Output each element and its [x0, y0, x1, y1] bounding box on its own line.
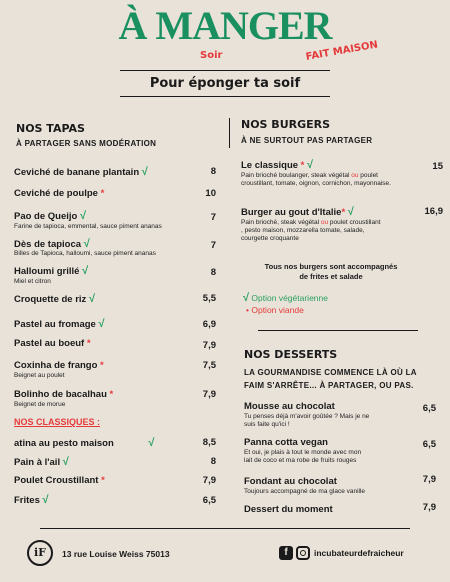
burger-item: Burger au gout d'Italie* √	[241, 206, 354, 218]
tapas-price: 7,5	[202, 360, 216, 371]
classic-price: 7,9	[202, 475, 216, 486]
facebook-icon[interactable]: f	[279, 546, 293, 560]
burger-note: Tous nos burgers sont accompagnés de frites et salade	[264, 262, 398, 281]
meat-icon: *	[86, 338, 91, 349]
classic-price: 8	[210, 456, 216, 467]
dessert-description: Tu penses déjà m'avoir goûtée ? Mais je ne suis faite qu'ici !	[244, 413, 370, 428]
meat-icon: *	[341, 207, 346, 218]
vegetarian-icon: √	[98, 318, 105, 330]
legend-vegetarian: √ Option végétarienne	[243, 292, 328, 304]
dessert-item: Mousse au chocolat	[244, 401, 335, 412]
classic-item: Pain à l'ail √	[14, 456, 69, 468]
classic-price: 8,5	[202, 437, 216, 448]
tapas-item: Pao de Queijo √	[14, 210, 87, 222]
header-divider-top	[120, 70, 330, 71]
tapas-description: Billes de Tapioca, halloumi, sauce piment ananas	[14, 250, 156, 257]
classic-item: Poulet Croustillant *	[14, 475, 105, 486]
tapas-heading: NOS TAPAS	[16, 122, 85, 135]
soir-label: Soir	[200, 50, 223, 61]
tapas-item: Croquette de riz √	[14, 293, 95, 305]
menu-subtitle: Pour éponger ta soif	[149, 76, 301, 91]
tapas-item: Halloumi grillé √	[14, 265, 89, 277]
dessert-item: Fondant au chocolat	[244, 476, 337, 487]
tapas-price: 8	[210, 166, 216, 177]
tapas-item: Bolinho de bacalhau *	[14, 389, 114, 400]
tapas-item: Ceviché de poulpe *	[14, 188, 105, 199]
dessert-price: 7,9	[422, 474, 436, 485]
dessert-price: 7,9	[422, 502, 436, 513]
tapas-price: 10	[205, 188, 216, 199]
bullet-icon: •	[246, 305, 249, 315]
meat-icon: *	[100, 188, 105, 199]
dessert-price: 6,5	[422, 439, 436, 450]
vegetarian-icon: √	[307, 159, 314, 171]
burgers-subheading: À NE SURTOUT PAS PARTAGER	[241, 136, 373, 145]
vegetarian-icon: √	[83, 238, 90, 250]
meat-icon: *	[109, 389, 114, 400]
tapas-price: 7,9	[202, 340, 216, 351]
tapas-price: 8	[210, 267, 216, 278]
tapas-description: Farine de tapioca, emmental, sauce piment ananas	[14, 223, 162, 230]
tapas-description: Beignet de morue	[14, 401, 66, 408]
dessert-item: Dessert du moment	[244, 504, 333, 515]
burgers-divider	[258, 330, 418, 331]
legend-meat: • Option viande	[246, 305, 304, 315]
meat-icon: *	[101, 475, 105, 486]
burger-description: Pain brioché boulanger, steak végétal ou poulet croustillant, tomate, oignon, cornichon, mayonnaise.	[241, 172, 391, 187]
tapas-price: 5,5	[202, 293, 216, 304]
dessert-price: 6,5	[422, 403, 436, 414]
vegetarian-icon: √	[82, 265, 89, 277]
vegetarian-icon: √	[42, 494, 49, 506]
meat-icon: *	[300, 160, 305, 171]
tapas-price: 7	[210, 240, 216, 251]
tapas-price: 7,9	[202, 389, 216, 400]
dessert-item: Panna cotta vegan	[244, 437, 328, 448]
burger-price: 16,9	[424, 206, 443, 217]
vegetarian-icon: √	[141, 166, 148, 178]
fait-maison-label: FAIT MAISON	[305, 39, 379, 63]
footer-divider	[40, 528, 410, 529]
vegetarian-icon: √	[347, 206, 354, 218]
tapas-item: Pastel au fromage √	[14, 318, 105, 330]
menu-title: À MANGER	[118, 3, 332, 48]
tapas-description: Beignet au poulet	[14, 372, 65, 379]
classic-price: 6,5	[202, 495, 216, 506]
vegetarian-icon: √	[88, 293, 95, 305]
vegetarian-icon: √	[148, 437, 155, 449]
dessert-description: Toujours accompagné de ma glace vanille	[244, 488, 366, 495]
burger-price: 15	[432, 161, 443, 172]
tapas-item: Ceviché de banane plantain √	[14, 166, 148, 178]
tapas-item: Dès de tapioca √	[14, 238, 90, 250]
tapas-price: 7	[210, 212, 216, 223]
desserts-heading: NOS DESSERTS	[244, 348, 338, 361]
tapas-subheading: À PARTAGER SANS MODÉRATION	[16, 139, 157, 148]
vegetarian-icon: √	[243, 292, 250, 304]
classic-item: Frites √	[14, 494, 49, 506]
section-divider-vertical	[229, 118, 230, 148]
address: 13 rue Louise Weiss 75013	[62, 549, 170, 559]
tapas-item: Pastel au boeuf *	[14, 338, 91, 349]
instagram-lens-icon	[300, 550, 306, 556]
instagram-icon[interactable]	[296, 546, 310, 560]
meat-icon: *	[100, 360, 104, 371]
dessert-description: Et oui, je plais à tout le monde avec mon lait de coco et ma robe de fruits rouges	[244, 449, 362, 464]
vegetarian-icon: √	[80, 210, 87, 222]
brand-logo: iF	[27, 540, 53, 566]
burger-item: Le classique * √	[241, 159, 314, 171]
tapas-item: Coxinha de frango *	[14, 360, 104, 371]
tapas-price: 6,9	[202, 319, 216, 330]
classics-heading: NOS CLASSIQUES :	[14, 417, 101, 427]
vegetarian-icon: √	[62, 456, 69, 468]
tapas-description: Miel et citron	[14, 278, 51, 285]
classic-item: atina au pesto maison √	[14, 437, 155, 449]
header-divider-bottom	[120, 96, 330, 97]
social-handle[interactable]: incubateurdefraicheur	[314, 548, 404, 558]
burgers-heading: NOS BURGERS	[241, 118, 331, 131]
burger-description: Pain brioché, steak végétal ou poulet croustillant , pesto maison, mozzarella tomate, salade, courgette croquante	[241, 219, 381, 242]
desserts-subheading: LA GOURMANDISE COMMENCE LÀ OÙ LA FAIM S'ARRÊTE... À PARTAGER, OU PAS.	[244, 368, 417, 390]
